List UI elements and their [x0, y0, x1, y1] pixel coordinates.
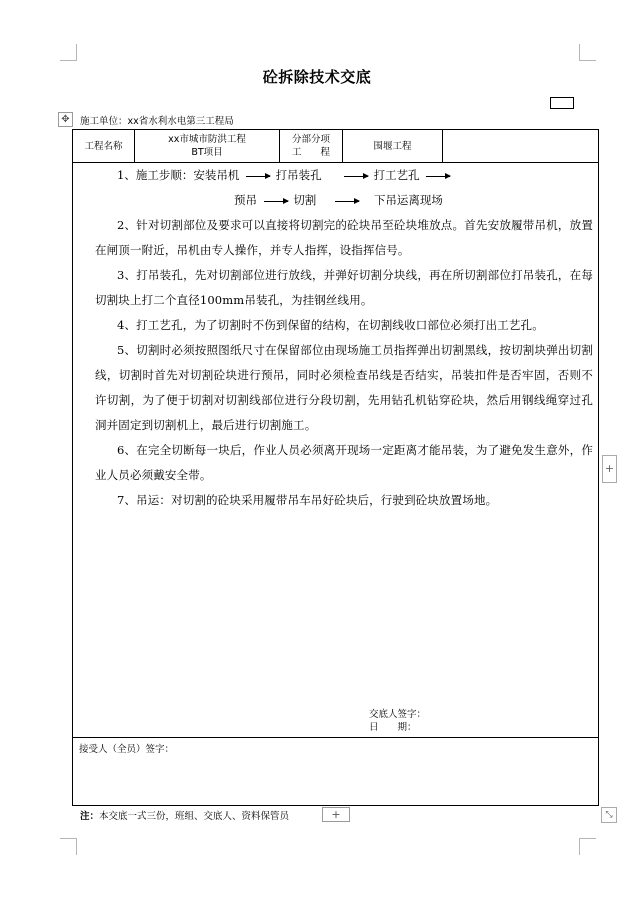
disclosure-table: [72, 129, 599, 806]
project-name-value[interactable]: xx市城市防洪工程 BT项目: [135, 130, 280, 162]
flow-step-4: 预吊: [234, 193, 257, 207]
receiver-signature-label: 接受人（全员）签字：: [79, 744, 175, 755]
document-title: 砼拆除技术交底: [262, 68, 372, 86]
arrow-icon: [335, 201, 359, 202]
flow-step-5: 切割: [293, 193, 317, 207]
arrow-icon: [246, 176, 270, 177]
table-header-row: [73, 130, 598, 163]
flow-step-2: 打吊装孔: [275, 168, 322, 182]
arrow-icon: [426, 176, 450, 177]
construction-unit: 施工单位：xx省水利水电第三工程局: [80, 116, 234, 127]
sub-item-label: 分部分项 工 程: [280, 130, 343, 162]
table-resize-icon[interactable]: ⤡: [601, 807, 617, 823]
add-row-plus-icon[interactable]: +: [322, 807, 350, 822]
note-label: 注：: [80, 811, 100, 822]
crop-mark-top-right: [579, 44, 596, 61]
text-box-placeholder[interactable]: [550, 97, 574, 109]
project-name-label: 工程名称: [73, 130, 135, 162]
flow-step-3: 打工艺孔: [373, 168, 420, 182]
section-divider: [73, 737, 598, 738]
arrow-icon: [264, 201, 288, 202]
note-text: 本交底一式三份，班组、交底人、资料保管员: [99, 811, 290, 822]
sub-item-value[interactable]: 围堰工程: [343, 130, 443, 162]
flow-step-6: 下吊运离现场: [373, 193, 443, 207]
paragraph-5: 5、切割时必须按照图纸尺寸在保留部位由现场施工员指挥弹出切割黑线，按切割块弹出切割线，切割时首先对切割砼块进行预吊，同时必须检查吊线是否结实，吊装扣件是否牢固，否则不许切割，为了便于切割对切割线部位进行分段切割，先用钻孔机钻穿砼块，然后用钢线绳穿过孔洞并固定到切割机上，最后进行切割施工。: [95, 343, 593, 432]
table-move-handle-icon[interactable]: ✥: [58, 112, 73, 127]
flow-step-1: 1、施工步顺：安装吊机: [117, 168, 240, 182]
flow-line-1: [117, 163, 452, 188]
arrow-icon: [344, 176, 368, 177]
handover-signature-label: 交底人签字：: [369, 709, 427, 720]
paragraph-6: 6、在完全切断每一块后，作业人员必须离开现场一定距离才能吊装，为了避免发生意外，作业人员必须戴安全带。: [95, 443, 593, 482]
crop-mark-bottom-left: [60, 838, 77, 855]
date-label: 日 期：: [369, 722, 417, 733]
crop-mark-bottom-right: [579, 838, 596, 855]
add-column-plus-icon[interactable]: +: [602, 455, 617, 483]
paragraph-2: 2、针对切割部位及要求可以直接将切割完的砼块吊至砼块堆放点。首先安放履带吊机，放置在闸顶一附近，吊机由专人操作，并专人指挥，设指挥信号。: [95, 218, 593, 257]
paragraph-4: 4、打工艺孔，为了切割时不伤到保留的结构，在切割线收口部位必须打出工艺孔。: [117, 318, 544, 332]
paragraph-7: 7、吊运：对切割的砼块采用履带吊车吊好砼块后，行驶到砼块放置场地。: [117, 493, 498, 507]
crop-mark-top-left: [60, 44, 77, 61]
footer-note: [80, 808, 289, 822]
header-empty-cell[interactable]: [443, 130, 598, 162]
paragraph-3: 3、打吊装孔，先对切割部位进行放线，并弹好切割分块线，再在所切割部位打吊装孔，在每切割块上打二个直径100mm吊装孔，为挂钢丝线用。: [95, 268, 593, 307]
flow-line-2: [234, 188, 443, 213]
